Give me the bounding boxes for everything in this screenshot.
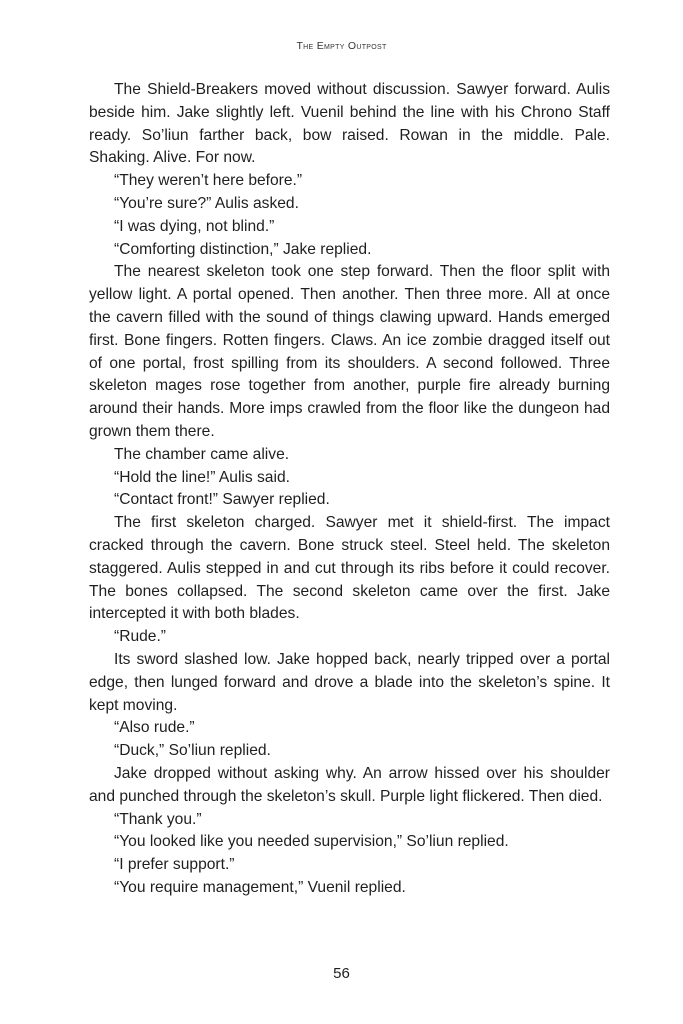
paragraph: “I was dying, not blind.” — [114, 217, 275, 235]
paragraph: “You require management,” Vuenil replied. — [114, 878, 406, 896]
paragraph: The chamber came alive. — [114, 445, 290, 463]
running-head: The Empty Outpost — [296, 40, 387, 52]
paragraph: “Comforting distinction,” Jake replied. — [114, 240, 372, 258]
paragraph: The nearest skeleton took one step forward. Then the floor split with yellow light. A portal opened. Then another. Then three more. All at once the cavern filled with the sound of things clawing upward. Hands emerged first. Bone fingers. Rotten fingers. Claws. An ice zombie dragged itself out of one portal, frost spilling from its shoulders. A second followed. Three skeleton mages rose together from another, purple fire already burning around their hands. More imps crawled from the floor like the dungeon had grown them there. — [89, 263, 610, 440]
paragraph: “Also rude.” — [114, 719, 195, 737]
page-number: 56 — [333, 965, 350, 982]
paragraph: The Shield-Breakers moved without discussion. Sawyer forward. Aulis beside him. Jake slightly left. Vuenil behind the line with his Chrono Staff ready. So’liun farther back, bow raised. Rowan in the middle. Pale. Shaking. Alive. For now. — [89, 81, 610, 167]
paragraph: “You’re sure?” Aulis asked. — [114, 194, 299, 212]
paragraph: “They weren’t here before.” — [114, 172, 303, 190]
paragraph: “Hold the line!” Aulis said. — [114, 468, 290, 486]
paragraph: Jake dropped without asking why. An arrow hissed over his shoulder and punched through the skeleton’s skull. Purple light flickered. Then died. — [89, 764, 610, 805]
body-text — [89, 79, 610, 900]
paragraph: The first skeleton charged. Sawyer met it shield-first. The impact cracked through the cavern. Bone struck steel. Steel held. The skeleton staggered. Aulis stepped in and cut through its ribs before it could recover. The bones collapsed. The second skeleton came over the first. Jake intercepted it with both blades. — [89, 514, 610, 623]
paragraph: “You looked like you needed supervision,” So’liun replied. — [114, 833, 509, 851]
paragraph: “Thank you.” — [114, 810, 202, 828]
paragraph: “Rude.” — [114, 628, 166, 646]
paragraph: “Duck,” So’liun replied. — [114, 742, 271, 760]
paragraph: Its sword slashed low. Jake hopped back, nearly tripped over a portal edge, then lunged forward and drove a blade into the skeleton’s spine. It kept moving. — [89, 650, 610, 714]
paragraph: “Contact front!” Sawyer replied. — [114, 491, 330, 509]
paragraph: “I prefer support.” — [114, 856, 235, 874]
